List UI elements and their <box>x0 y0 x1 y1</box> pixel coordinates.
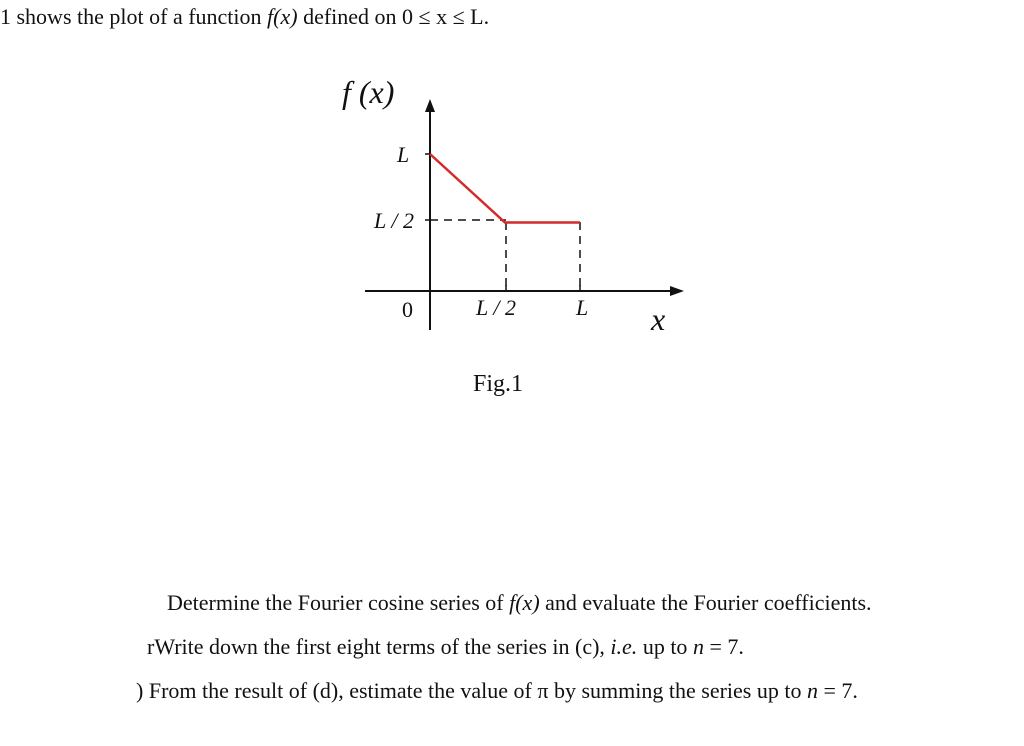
question-d-n: n <box>692 634 704 659</box>
question-c-function: f(x) <box>509 590 540 615</box>
question-d <box>147 634 744 660</box>
x-axis-arrow <box>670 286 684 296</box>
y-axis-label: f (x) <box>342 74 395 110</box>
tick-label-origin: 0 <box>402 297 413 322</box>
intro-suffix: defined on 0 ≤ x ≤ L. <box>297 4 490 29</box>
question-c <box>167 590 872 616</box>
intro-function: f(x) <box>267 4 298 29</box>
question-e-n: n <box>806 678 818 703</box>
question-d-ie: i.e. <box>610 634 638 659</box>
tick-label-y-L: L <box>397 142 410 167</box>
tick-label-x-L: L <box>576 295 589 320</box>
x-axis-label: x <box>651 301 666 337</box>
function-curve <box>430 154 580 223</box>
tick-label-y-half: L / 2 <box>374 208 414 233</box>
question-d-eq: = 7. <box>703 634 744 659</box>
tick-label-x-half: L / 2 <box>476 295 516 320</box>
intro-prefix: 1 shows the plot of a function <box>0 4 268 29</box>
question-d-lead: r <box>147 634 155 659</box>
question-e-eq: = 7. <box>817 678 858 703</box>
figure-caption: Fig.1 <box>473 371 524 397</box>
question-e-text: From the result of (d), estimate the value of π by summing the series up to <box>143 678 807 703</box>
y-axis-arrow <box>425 99 435 112</box>
question-e <box>136 678 858 704</box>
question-d-text: Write down the first eight terms of the series in (c), <box>154 634 611 659</box>
question-c-text: Determine the Fourier cosine series of <box>167 590 510 615</box>
question-e-lead: ) <box>136 678 144 703</box>
question-c-text-end: and evaluate the Fourier coefficients. <box>539 590 872 615</box>
question-d-tail: up to <box>637 634 693 659</box>
